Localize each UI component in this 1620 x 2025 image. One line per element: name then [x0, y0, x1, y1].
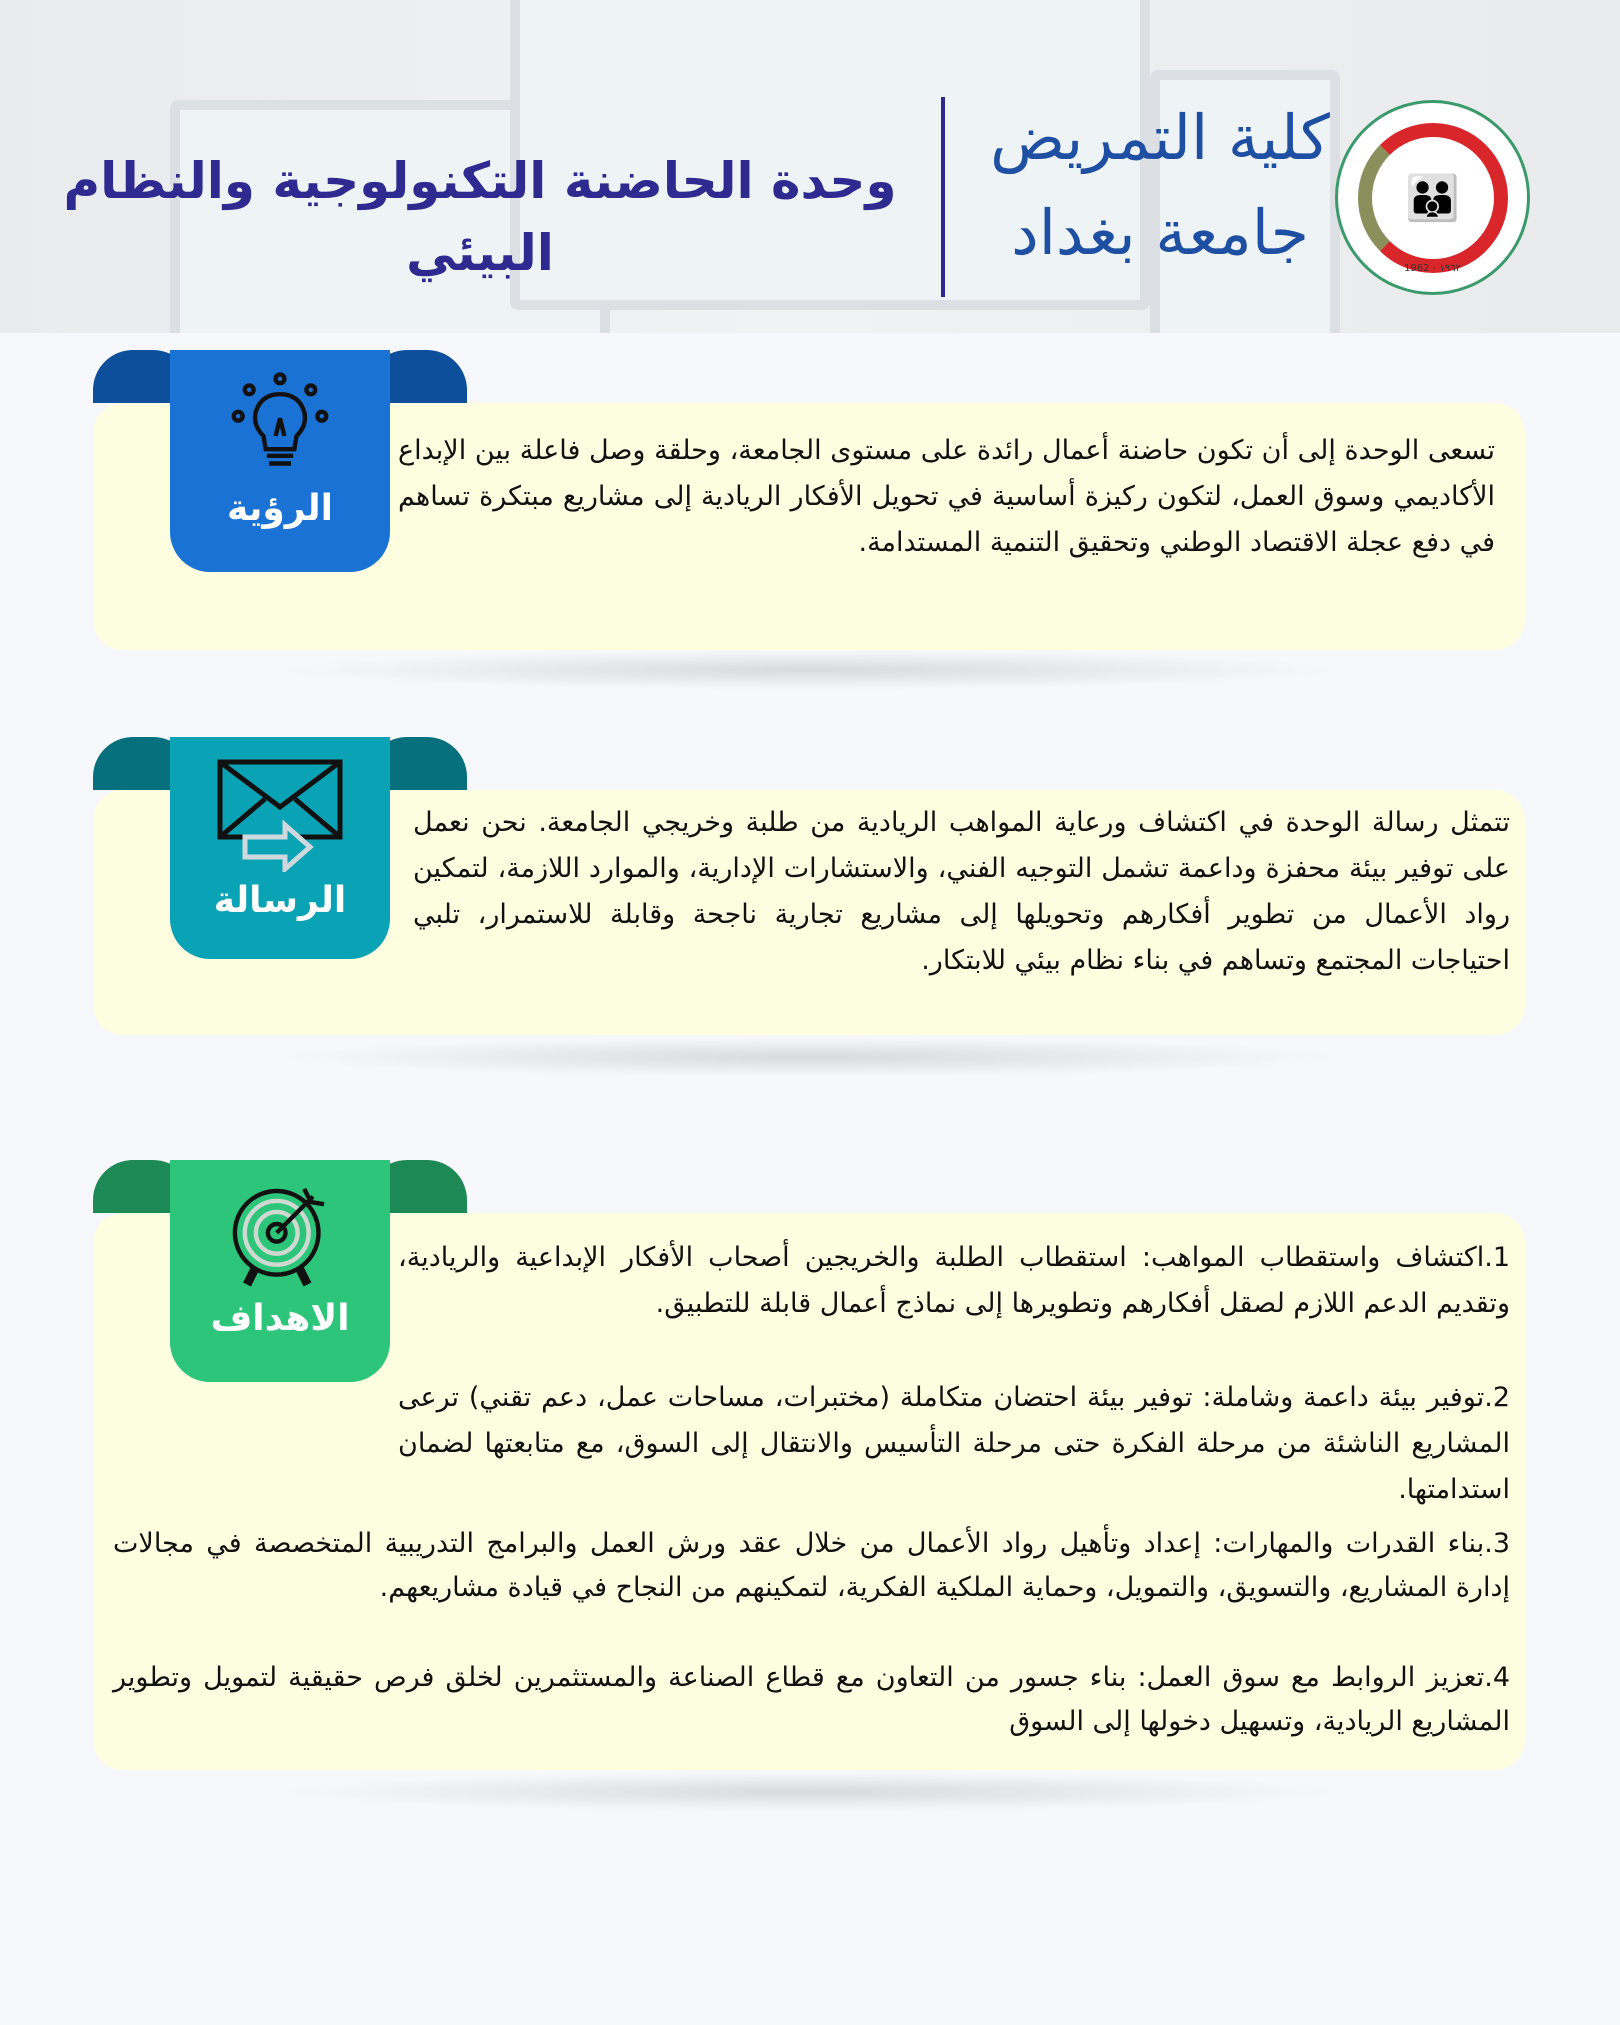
college-name [985, 90, 1335, 280]
college-logo [1335, 100, 1530, 295]
mission-section [93, 737, 1525, 1097]
family-icon: 👪 [1358, 123, 1508, 273]
target-icon [225, 1180, 335, 1290]
college-name-line2: جامعة بغداد [1011, 196, 1309, 269]
mission-tab [93, 737, 467, 959]
vision-label: الرؤية [227, 488, 333, 529]
vision-section [93, 350, 1525, 710]
mission-label: الرسالة [213, 880, 347, 921]
envelope-icon [215, 757, 345, 872]
divider [941, 97, 945, 297]
college-name-line1: كلية التمريض [990, 101, 1330, 174]
goals-section [93, 1160, 1525, 1860]
goal-item-4: 4.تعزيز الروابط مع سوق العمل: بناء جسور من التعاون مع قطاع الصناعة والمستثمرين لخلق فرص حقيقية لتمويل وتطوير المشاريع الريادية، وتسهيل دخولها إلى السوق [113, 1662, 1510, 1737]
goal-item-3: 3.بناء القدرات والمهارات: إعداد وتأهيل رواد الأعمال من خلال عقد ورش العمل والبرامج التدريبية المتخصصة في مجالات إدارة المشاريع، والتسويق، والتمويل، وحماية الملكية الفكرية، لتمكينهم من النجاح في قيادة مشاريعهم. [113, 1528, 1510, 1603]
goals-label: الاهداف [210, 1298, 350, 1339]
header-banner [0, 0, 1620, 333]
vision-text: تسعى الوحدة إلى أن تكون حاضنة أعمال رائدة على مستوى الجامعة، وحلقة وصل فاعلة بين الإبداع الأكاديمي وسوق العمل، لتكون ركيزة أساسية في تحويل الأفكار الريادية إلى مشاريع مبتكرة تساهم في دفع عجلة الاقتصاد الوطني وتحقيق التنمية المستدامة. [398, 435, 1495, 558]
goal-item-1: 1.اكتشاف واستقطاب المواهب: استقطاب الطلبة والخريجين أصحاب الأفكار الإبداعية والريادية، وتقديم الدعم اللازم لصقل أفكارهم وتطويرها إلى نماذج أعمال قابلة للتطبيق. [398, 1242, 1510, 1319]
mission-text: تتمثل رسالة الوحدة في اكتشاف ورعاية المواهب الريادية من طلبة وخريجي الجامعة. نحن نعمل على توفير بيئة محفزة وداعمة تشمل التوجيه الفني، والاستشارات الإدارية، والموارد اللازمة، لتمكين رواد الأعمال من تطوير أفكارهم وتحويلها إلى مشاريع تجارية ناجحة وقابلة للاستمرار، تلبي احتياجات المجتمع وتساهم في بناء نظام بيئي للابتكار. [413, 807, 1510, 976]
lightbulb-icon [225, 370, 335, 480]
page-title: وحدة الحاضنة التكنولوجية والنظام البيئي [63, 152, 897, 282]
logo-year: 1962 - ١٩٦٢ [1404, 263, 1461, 274]
goal-item-2: 2.توفير بيئة داعمة وشاملة: توفير بيئة احتضان متكاملة (مختبرات، مساحات عمل، دعم تقني) ترعى المشاريع الناشئة من مرحلة الفكرة حتى مرحلة التأسيس والانتقال إلى السوق، مع متابعتها لضمان استدامتها. [398, 1382, 1510, 1505]
